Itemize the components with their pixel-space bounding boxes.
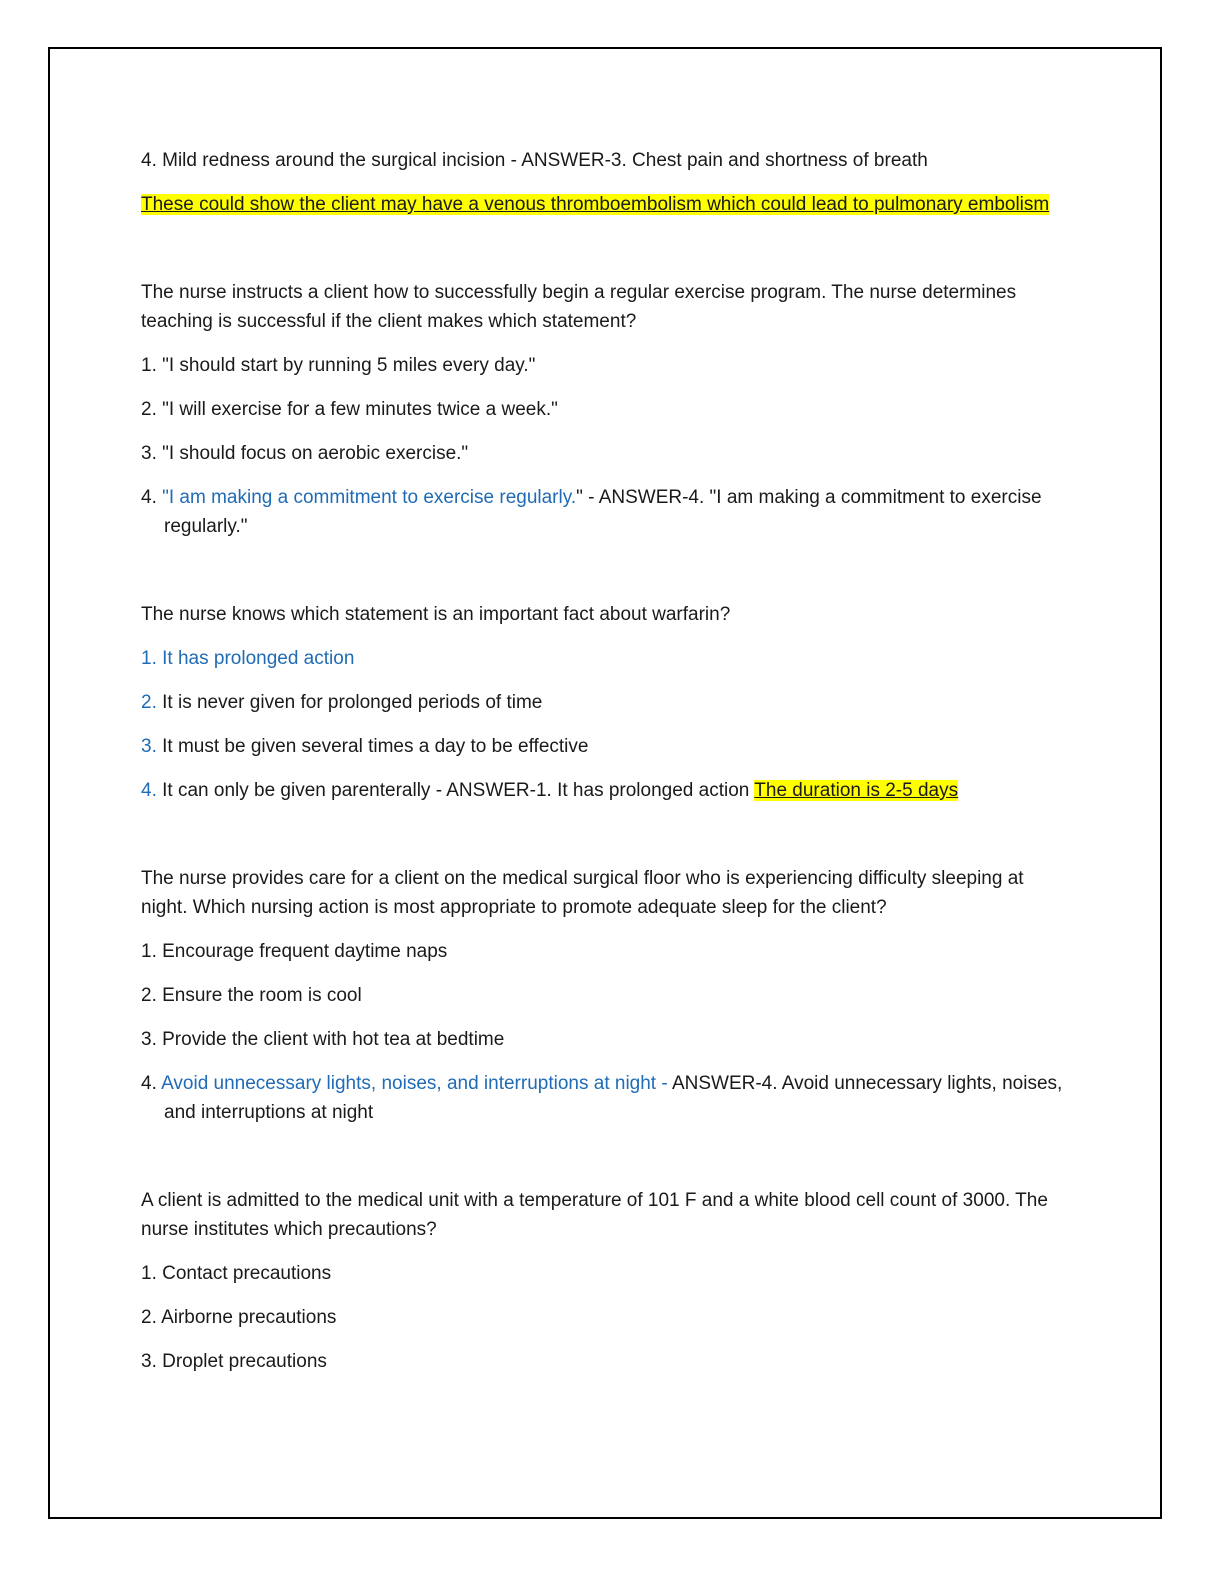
q3-answer: ANSWER-4. Avoid unnecessary lights, noises, and interruptions at night	[164, 1073, 1063, 1123]
q2-option-1: 1. It has prolonged action	[141, 648, 355, 669]
q3-option-1: 1. Encourage frequent daytime naps	[141, 941, 448, 962]
q3-option-4: 4. Avoid unnecessary lights, noises, and interruptions at night - ANSWER-4. Avoid unnecessary lights, noises, and interruptions at night	[141, 1073, 1063, 1123]
q3-option-4-correct: Avoid unnecessary lights, noises, and interruptions at night	[161, 1073, 657, 1094]
q1-option-1: 1. "I should start by running 5 miles every day."	[141, 355, 536, 376]
q4-option-3: 3. Droplet precautions	[141, 1351, 327, 1372]
q1-option-3: 3. "I should focus on aerobic exercise."	[141, 443, 469, 464]
document-body	[141, 146, 1071, 1376]
q4-question: A client is admitted to the medical unit with a temperature of 101 F and a white blood cell count of 3000. The nurse institutes which precautions?	[141, 1190, 1048, 1240]
q1-option-4: 4. "I am making a commitment to exercise regularly." - ANSWER-4. "I am making a commitment to exercise regularly."	[141, 487, 1042, 537]
q2-option-3: 3. It must be given several times a day to be effective	[141, 736, 589, 757]
q1-option-4-correct: "I am making a commitment to exercise regularly.	[162, 487, 577, 508]
q1-option-2: 2. "I will exercise for a few minutes twice a week."	[141, 399, 558, 420]
q0-option-4: 4. Mild redness around the surgical incision - ANSWER-3. Chest pain and shortness of breath	[141, 150, 928, 171]
q1-answer: ANSWER-4. "I am making a commitment to exercise regularly."	[164, 487, 1042, 537]
q3-option-3: 3. Provide the client with hot tea at bedtime	[141, 1029, 505, 1050]
q0-rationale	[141, 190, 1071, 219]
q3-question: The nurse provides care for a client on the medical surgical floor who is experiencing difficulty sleeping at night. Which nursing action is most appropriate to promote adequate sleep for the client?	[141, 868, 1024, 918]
q4-option-1: 1. Contact precautions	[141, 1263, 332, 1284]
q3-option-2: 2. Ensure the room is cool	[141, 985, 362, 1006]
q2-option-2: 2. It is never given for prolonged periods of time	[141, 692, 543, 713]
q2-rationale-highlight: The duration is 2-5 days	[754, 780, 959, 801]
q2-question: The nurse knows which statement is an important fact about warfarin?	[141, 604, 731, 625]
q4-option-2: 2. Airborne precautions	[141, 1307, 337, 1328]
q2-option-4: 4. It can only be given parenterally - ANSWER-1. It has prolonged action The duration is 2-5 days	[141, 780, 959, 801]
q0-rationale-highlight: These could show the client may have a venous thromboembolism which could lead to pulmonary embolism	[141, 194, 1050, 215]
q1-question: The nurse instructs a client how to successfully begin a regular exercise program. The nurse determines teaching is successful if the client makes which statement?	[141, 282, 1017, 332]
q0-answer: ANSWER-3. Chest pain and shortness of breath	[521, 150, 928, 171]
